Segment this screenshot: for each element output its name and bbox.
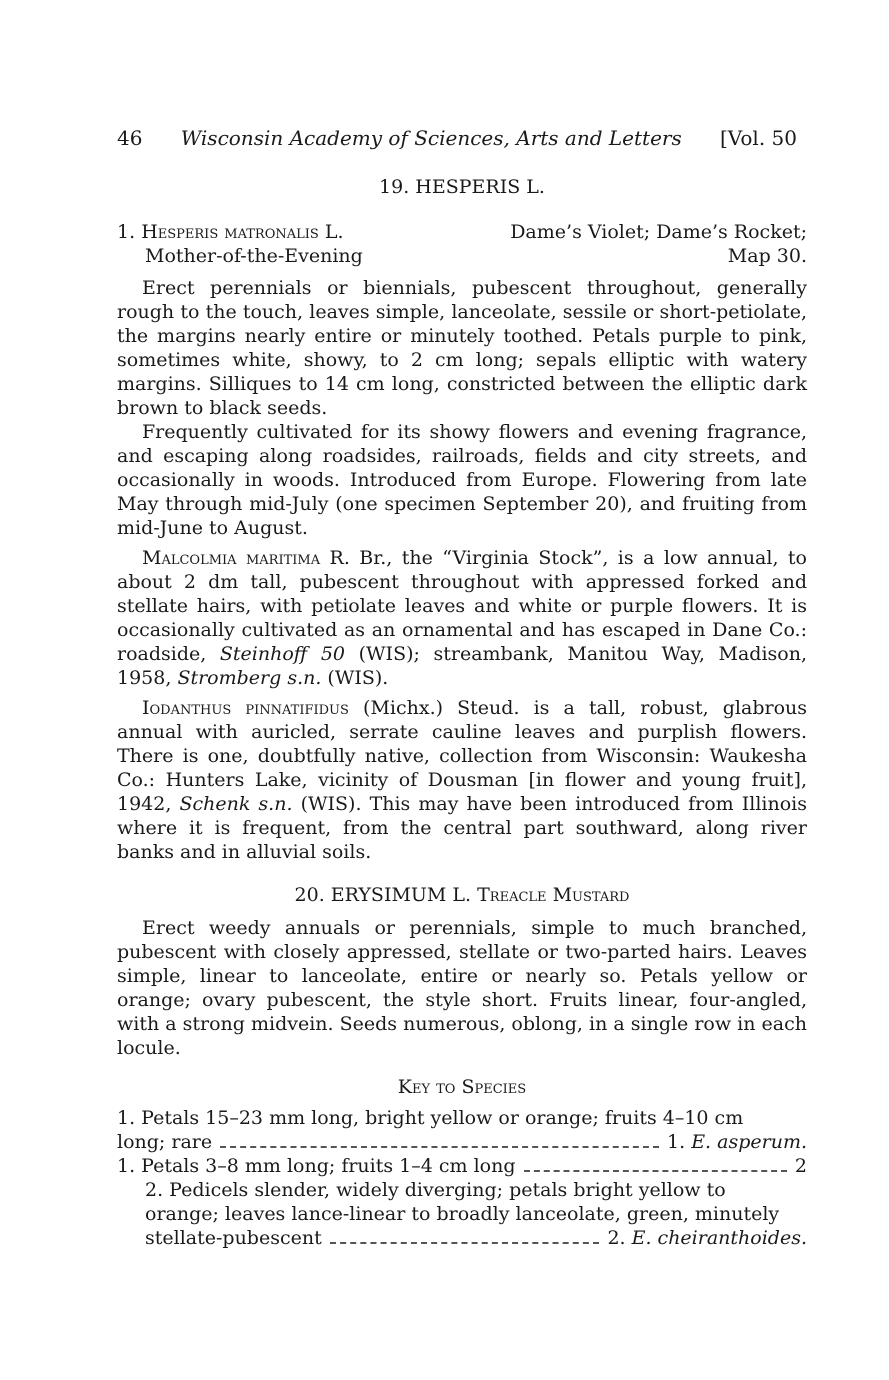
section-title: 19. HESPERIS L. xyxy=(379,176,545,198)
journal-title: Wisconsin Academy of Sciences, Arts and Letters xyxy=(180,126,682,150)
collector: Schenk s.n. xyxy=(179,793,293,815)
volume: [Vol. 50 xyxy=(719,126,797,150)
leader-dots xyxy=(524,1169,787,1172)
leader-dots xyxy=(330,1241,600,1244)
paragraph-habitat: Frequently cultivated for its showy flowers and evening fragrance, and escaping along roadsides, railroads, fields and city streets, and occasionally in woods. Introduced from Europe. Flowering from late May through mid-July (one specimen September 20), and fruiting from mid-June to August. xyxy=(117,421,807,539)
species-name: Iodanthus pinnatifidus xyxy=(142,697,349,719)
section-20-heading xyxy=(117,884,807,906)
key-lead-1a-end: long; rare 1. E. asperum. xyxy=(117,1131,807,1153)
key-result: 2 xyxy=(794,1155,807,1177)
species-name: Malcolmia maritima xyxy=(142,547,321,569)
paragraph-iodanthus: Iodanthus pinnatifidus (Michx.) Steud. is a tall, robust, glabrous annual with auricled, serrate cauline leaves and purplish flowers. There is one, doubtfully native, collection from Wisconsin: Waukesha Co.: Hunters Lake, vicinity of Dousman [in flower and young fruit], 1942, Schenk s.n. (WIS). This may have been introduced from Illinois where it is frequent, from the central part southward, along river banks and in alluvial soils. xyxy=(117,697,807,863)
paragraph-malcolmia: Malcolmia maritima R. Br., the “Virginia Stock”, is a low annual, to about 2 dm tall, pubescent throughout with appressed forked and stellate hairs, with petiolate leaves and white or purple flowers. It is occasionally cultivated as an ornamental and has escaped in Dane Co.: roadside, Steinhoff 50 (WIS); streambank, Manitou Way, Madison, 1958, Stromberg s.n. (WIS). xyxy=(117,547,807,689)
common-names: Dame’s Violet; Dame’s Rocket; xyxy=(510,221,807,243)
key-lead-1b: 1. Petals 3–8 mm long; fruits 1–4 cm long 2 xyxy=(117,1155,807,1177)
species-name: Hesperis matronalis xyxy=(141,221,319,243)
section-19-heading xyxy=(117,176,807,198)
map-reference: Map 30. xyxy=(727,245,807,267)
key-heading xyxy=(117,1076,807,1098)
species-author: L. xyxy=(324,221,344,243)
key-lead-1a: 1. Petals 15–23 mm long, bright yellow or orange; fruits 4–10 cm xyxy=(117,1107,744,1129)
common-name-2: Mother-of-the-Evening xyxy=(145,245,363,267)
key-title: Key to Species xyxy=(397,1076,527,1098)
key-lead-2a: 2. Pedicels slender, widely diverging; petals bright yellow to orange; leaves lance-linear to broadly lanceolate, green, minutely stellate-pubescent 2. E. cheiranthoides. xyxy=(145,1179,807,1249)
running-header xyxy=(117,126,797,150)
section-title: 20. ERYSIMUM L. xyxy=(294,884,472,906)
page-number: 46 xyxy=(117,126,143,150)
key-result: E. asperum. xyxy=(691,1131,807,1153)
collector: Stromberg s.n. xyxy=(177,667,322,689)
entry-number: 1. xyxy=(117,221,136,243)
species-key xyxy=(117,1106,807,1250)
section-common-name: Treacle Mustard xyxy=(477,884,630,906)
species-entry-1 xyxy=(117,220,807,268)
key-result: E. cheiranthoides. xyxy=(631,1227,807,1249)
leader-dots xyxy=(220,1145,659,1148)
collector: Steinhoff 50 xyxy=(219,643,346,665)
paragraph-description: Erect perennials or biennials, pubescent throughout, generally rough to the touch, leaves simple, lanceolate, sessile or short-petiolate, the margins nearly entire or minutely toothed. Petals purple to pink, sometimes white, showy, to 2 cm long; sepals elliptic with watery margins. Silliques to 14 cm long, constricted between the elliptic dark brown to black seeds. xyxy=(117,277,807,419)
paragraph-erysimum: Erect weedy annuals or perennials, simple to much branched, pubescent with closely appressed, stellate or two-parted hairs. Leaves simple, linear to lanceolate, entire or nearly so. Petals yellow or orange; ovary pubescent, the style short. Fruits linear, four-angled, with a strong midvein. Seeds numerous, oblong, in a single row in each locule. xyxy=(117,917,807,1059)
